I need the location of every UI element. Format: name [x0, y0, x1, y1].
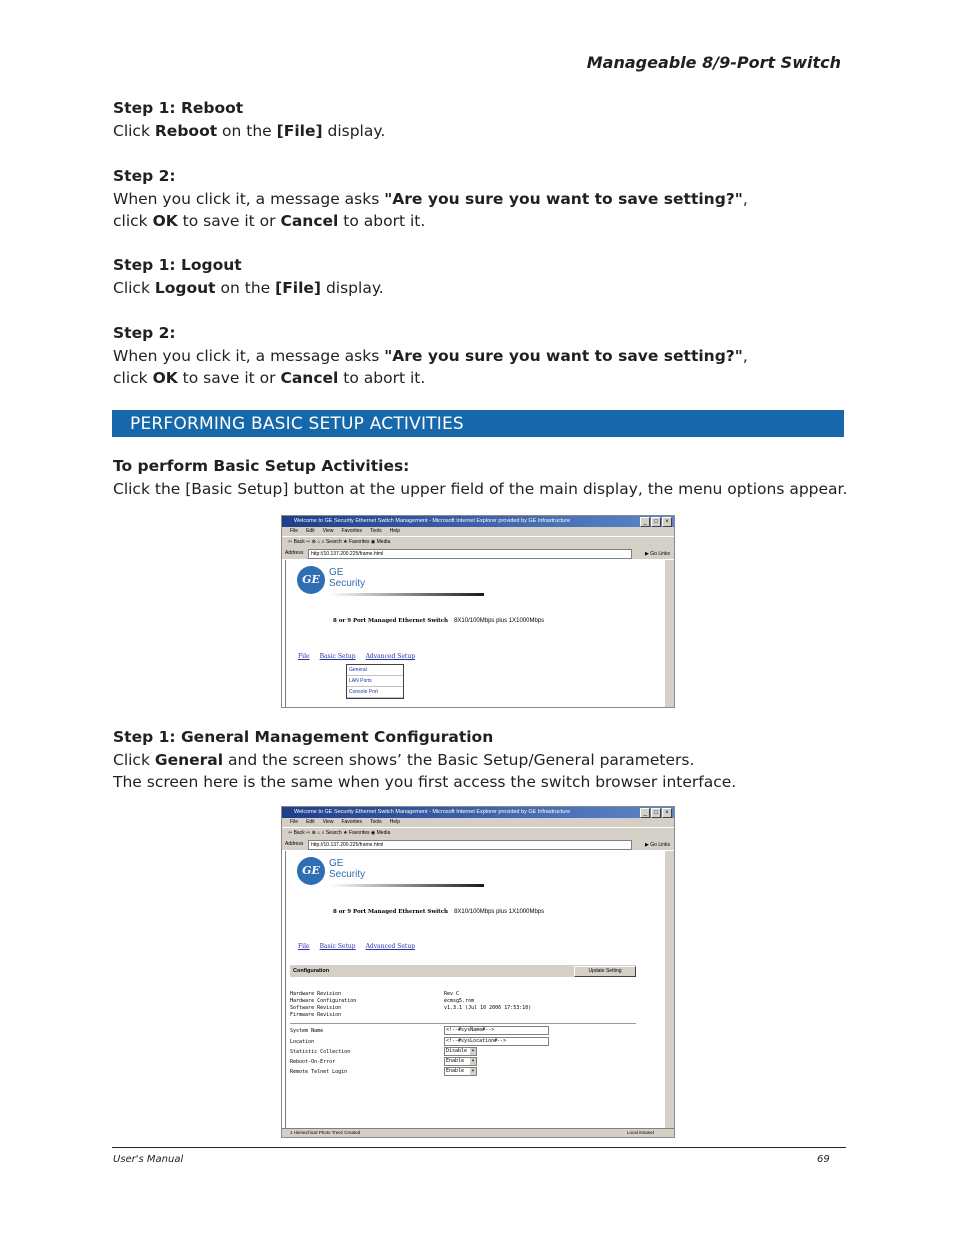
basic-setup-text: Click the [Basic Setup] button at the upper field of the main display, the menu options appear. [113, 479, 848, 498]
maximize-icon[interactable]: □ [651, 808, 661, 818]
window-titlebar: Welcome to GE Security Ethernet Switch Management - Microsoft Internet Explorer provided by GE Infrastructure [282, 807, 674, 818]
menu-view[interactable]: View [322, 819, 334, 825]
ge-logo: GE [297, 857, 325, 885]
menu-tools[interactable]: Tools [370, 819, 382, 825]
browser-screenshot-menu [281, 515, 675, 708]
footer-manual: User's Manual [113, 1154, 184, 1165]
update-setting-button[interactable]: Update Setting [574, 966, 636, 977]
address-bar [282, 838, 674, 850]
nav-basic-setup[interactable]: Basic Setup [319, 943, 356, 950]
address-input[interactable]: http://10.137.200.225/frame.html [308, 549, 632, 559]
dropdown-lan-ports[interactable]: LAN Ports [347, 676, 403, 687]
menu-edit[interactable]: Edit [306, 819, 315, 825]
go-button[interactable]: ▶ Go Links [645, 551, 670, 557]
logout-step1-text: Click Logout on the [File] display. [113, 278, 384, 297]
system-name-label: System Name [290, 1028, 324, 1034]
nav-links [298, 943, 425, 950]
nav-links [298, 653, 425, 660]
logout-step1 [113, 254, 873, 299]
menu-tools[interactable]: Tools [370, 528, 382, 534]
switch-model: 8 or 9 Port Managed Ethernet Switch 8X10/100Mbps plus 1X1000Mbps [333, 618, 545, 624]
fw-revision-label: Firmware Revision [290, 1012, 342, 1018]
system-name-input[interactable]: <!--#sysName#--> [444, 1026, 549, 1035]
address-label: Address [285, 841, 304, 847]
remote-telnet-label: Remote Telnet Login [290, 1069, 348, 1075]
remote-telnet-select[interactable]: Enable ▾ [444, 1067, 477, 1076]
statistic-collection-label: Statistic Collection [290, 1049, 351, 1055]
reboot-step1 [113, 97, 873, 142]
close-icon[interactable]: × [662, 808, 672, 818]
window-controls [640, 808, 672, 818]
minimize-icon[interactable]: _ [640, 517, 650, 527]
status-zone: Local intranet [626, 1130, 654, 1135]
menu-file[interactable]: File [290, 819, 299, 825]
basic-setup-dropdown [346, 664, 404, 699]
location-input[interactable]: <!--#sysLocation#--> [444, 1037, 549, 1046]
menu-bar [282, 527, 674, 536]
configuration-bar [290, 965, 636, 977]
switch-model: 8 or 9 Port Managed Ethernet Switch 8X10/100Mbps plus 1X1000Mbps [333, 909, 545, 915]
address-label: Address [285, 550, 304, 556]
reboot-step2-title: Step 2: [113, 167, 176, 185]
reboot-step2 [113, 165, 873, 233]
ge-logo: GE [297, 566, 325, 594]
brand-text: GE Security [329, 567, 366, 589]
browser-toolbar[interactable]: ⇦ Back ⇨ ⊗ ⌂ ⌕ Search ★ Favorites ◉ Media [282, 536, 674, 548]
logout-step1-title: Step 1: Logout [113, 256, 242, 274]
reboot-step1-text: Click Reboot on the [File] display. [113, 121, 386, 140]
menu-bar [282, 818, 674, 827]
nav-file[interactable]: File [298, 653, 310, 660]
hw-config-value: ecmsg5.rom [444, 998, 475, 1004]
logout-step2 [113, 322, 873, 390]
page-number: 69 [817, 1154, 830, 1165]
address-input[interactable]: http://10.137.200.225/frame.html [308, 840, 632, 850]
nav-advanced-setup[interactable]: Advanced Setup [365, 653, 416, 660]
running-header: Manageable 8/9-Port Switch [586, 53, 841, 72]
brand-text: GE Security [329, 858, 366, 880]
sw-revision-label: Software Revision [290, 1005, 342, 1011]
address-bar [282, 547, 674, 559]
window-titlebar: Welcome to GE Security Ethernet Switch Management - Microsoft Internet Explorer provided by GE Infrastructure [282, 516, 674, 527]
basic-setup-title: To perform Basic Setup Activities: [113, 457, 410, 475]
divider [290, 1023, 636, 1024]
general-config-line2: The screen here is the same when you first access the switch browser interface. [113, 773, 737, 791]
browser-screenshot-general [281, 806, 675, 1138]
logout-step2-line1: When you click it, a message asks "Are you sure you want to save setting?", [113, 346, 748, 365]
nav-basic-setup[interactable]: Basic Setup [319, 653, 356, 660]
hw-config-label: Hardware Configuration [290, 998, 357, 1004]
brand-rule [329, 593, 484, 596]
minimize-icon[interactable]: _ [640, 808, 650, 818]
status-bar [282, 1128, 674, 1137]
hw-revision-value: Rev C [444, 991, 460, 997]
maximize-icon[interactable]: □ [651, 517, 661, 527]
nav-advanced-setup[interactable]: Advanced Setup [365, 943, 416, 950]
dropdown-general[interactable]: General [347, 665, 403, 676]
menu-file[interactable]: File [290, 528, 299, 534]
general-config-title: Step 1: General Management Configuration [113, 728, 494, 746]
logout-step2-line2: click OK to save it or Cancel to abort it. [113, 369, 426, 387]
go-button[interactable]: ▶ Go Links [645, 842, 670, 848]
general-config-line1: Click General and the screen shows’ the Basic Setup/General parameters. [113, 750, 695, 769]
menu-favorites[interactable]: Favorites [341, 819, 362, 825]
statistic-collection-select[interactable]: Disable ▾ [444, 1047, 477, 1056]
brand-rule [329, 884, 484, 887]
section-heading: PERFORMING BASIC SETUP ACTIVITIES [112, 410, 844, 437]
nav-file[interactable]: File [298, 943, 310, 950]
menu-edit[interactable]: Edit [306, 528, 315, 534]
configuration-label: Configuration [293, 968, 330, 974]
status-text: 1 Hierarchical Photo Treez Created [290, 1130, 361, 1135]
dropdown-console-port[interactable]: Console Port [347, 687, 403, 698]
menu-help[interactable]: Help [389, 819, 400, 825]
logout-step2-title: Step 2: [113, 324, 176, 342]
close-icon[interactable]: × [662, 517, 672, 527]
reboot-step2-line1: When you click it, a message asks "Are you sure you want to save setting?", [113, 189, 748, 208]
reboot-on-error-label: Reboot-On-Error [290, 1059, 336, 1065]
browser-toolbar[interactable]: ⇦ Back ⇨ ⊗ ⌂ ⌕ Search ★ Favorites ◉ Media [282, 827, 674, 839]
basic-setup-intro [113, 455, 913, 500]
reboot-on-error-select[interactable]: Enable ▾ [444, 1057, 477, 1066]
sw-revision-value: v1.3.1 (Jul 10 2006 17:53:10) [444, 1005, 532, 1011]
reboot-step2-line2: click OK to save it or Cancel to abort it. [113, 212, 426, 230]
reboot-step1-title: Step 1: Reboot [113, 99, 244, 117]
menu-view[interactable]: View [322, 528, 334, 534]
hw-revision-label: Hardware Revision [290, 991, 342, 997]
menu-favorites[interactable]: Favorites [341, 528, 362, 534]
location-label: Location [290, 1039, 315, 1045]
menu-help[interactable]: Help [389, 528, 400, 534]
page-content [285, 560, 664, 707]
page-content [285, 851, 664, 1128]
vertical-scrollbar[interactable] [664, 560, 674, 707]
general-config-text [113, 726, 913, 794]
window-controls [640, 517, 672, 527]
footer-rule [112, 1147, 846, 1148]
vertical-scrollbar[interactable] [664, 851, 674, 1128]
